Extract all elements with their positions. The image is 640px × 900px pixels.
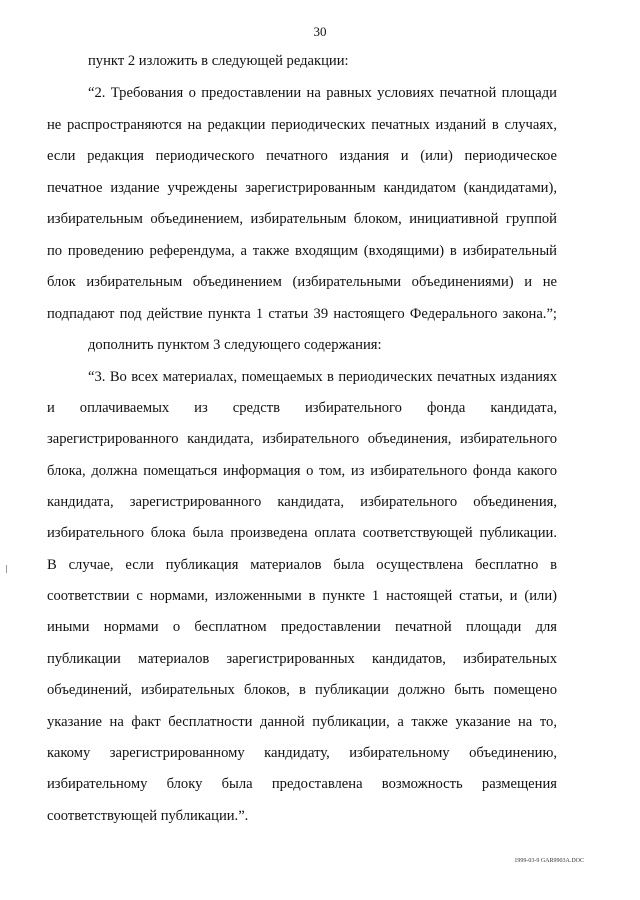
text-line: избирательного блока была произведена оплата соответствующей публикации. — [47, 525, 557, 541]
footer-file-code: 1999-03-9 GAR9903A.DOC — [514, 858, 584, 864]
text-line: иными нормами о бесплатном предоставлении печатной площади для — [47, 619, 557, 635]
text-line: “2. Требования о предоставлении на равных условиях печатной площади — [88, 85, 557, 101]
text-line: соответствующей публикации.”. — [47, 808, 249, 824]
text-line: зарегистрированного кандидата, избирательного объединения, избирательного — [47, 431, 557, 447]
margin-mark — [6, 565, 7, 573]
text-line: по проведению референдума, а также входящим (входящими) в избирательный — [47, 243, 557, 259]
text-line: избирательным объединением, избирательным блоком, инициативной группой — [47, 211, 557, 227]
text-line: и оплачиваемых из средств избирательного фонда кандидата, — [47, 400, 557, 416]
text-line: если редакция периодического печатного издания и (или) периодическое — [47, 148, 557, 164]
text-line: указание на факт бесплатности данной публикации, а также указание на то, — [47, 714, 557, 730]
text-line: не распространяются на редакции периодических печатных изданий в случаях, — [47, 117, 557, 133]
text-line: кандидата, зарегистрированного кандидата, избирательного объединения, — [47, 494, 557, 510]
text-line: избирательному блоку была предоставлена возможность размещения — [47, 776, 557, 792]
text-line: блок избирательным объединением (избирательными объединениями) и не — [47, 274, 557, 290]
text-line: какому зарегистрированному кандидату, избирательному объединению, — [47, 745, 557, 761]
text-line: пункт 2 изложить в следующей редакции: — [88, 53, 349, 69]
text-line: блока, должна помещаться информация о том, из избирательного фонда какого — [47, 463, 557, 479]
page-number: 30 — [313, 24, 327, 39]
text-line: дополнить пунктом 3 следующего содержания: — [88, 337, 382, 353]
text-line: публикации материалов зарегистрированных кандидатов, избирательных — [47, 651, 557, 667]
text-line: печатное издание учреждены зарегистрированным кандидатом (кандидатами), — [47, 180, 557, 196]
text-line: В случае, если публикация материалов была осуществлена бесплатно в — [47, 557, 557, 573]
text-line: соответствии с нормами, изложенными в пункте 1 настоящей статьи, и (или) — [47, 588, 557, 604]
text-line: “3. Во всех материалах, помещаемых в периодических печатных изданиях — [88, 369, 557, 385]
text-line: подпадают под действие пункта 1 статьи 39 настоящего Федерального закона.”; — [47, 306, 557, 322]
text-line: объединений, избирательных блоков, в публикации должно быть помещено — [47, 682, 557, 698]
